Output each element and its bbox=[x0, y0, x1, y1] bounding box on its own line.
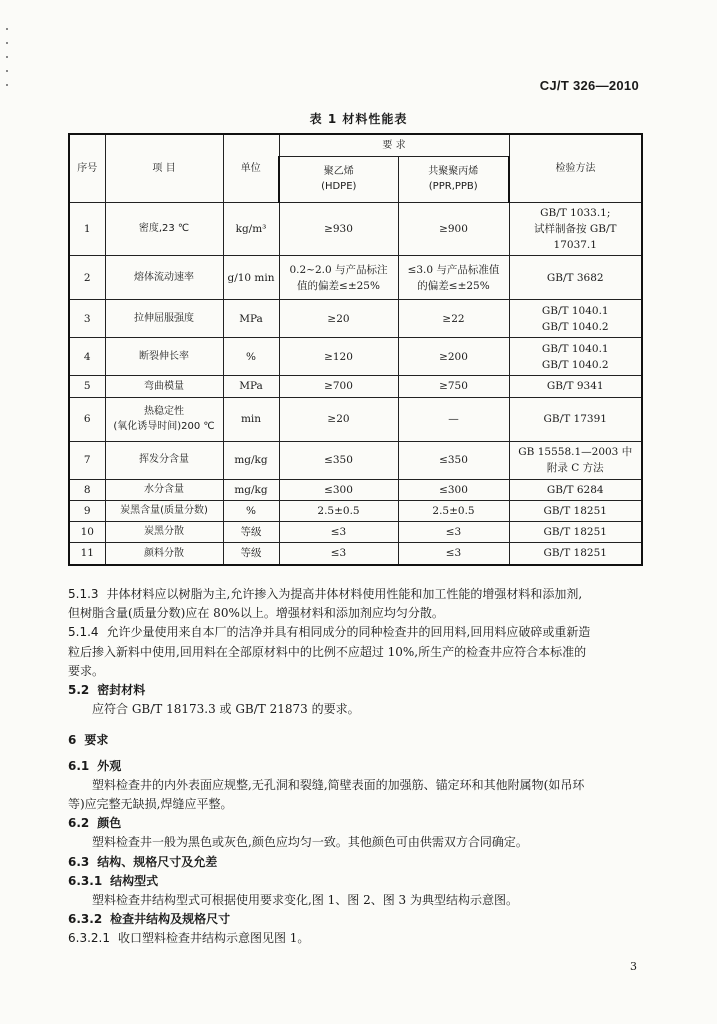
cell-line: GB/T 18251 bbox=[543, 526, 607, 539]
cell-ppr bbox=[398, 300, 509, 338]
cell-unit: kg/m³ bbox=[223, 202, 279, 256]
cell-line: GB/T 1040.2 bbox=[541, 358, 609, 371]
cell-ppr bbox=[398, 500, 509, 521]
section-6-3-heading bbox=[68, 853, 643, 872]
heading-text: 密封材料 bbox=[97, 683, 146, 698]
table-row bbox=[69, 202, 642, 256]
cell-line: 附录 C 方法 bbox=[546, 462, 604, 475]
cell-line: GB/T 1040.1 bbox=[541, 304, 609, 317]
clause-number: 6.3 bbox=[68, 854, 90, 869]
cell-unit: % bbox=[223, 338, 279, 376]
cell-line: ≥20 bbox=[327, 312, 350, 325]
header-ppr-code: (PPR,PPB) bbox=[428, 181, 478, 192]
cell-hdpe bbox=[279, 479, 398, 500]
section-6-3-1-heading bbox=[68, 872, 643, 891]
cell-ppr bbox=[398, 376, 509, 397]
cell-line: 值的偏差≤±25% bbox=[297, 279, 380, 292]
cell-line: 拉伸屈服强度 bbox=[134, 313, 194, 325]
cell-unit: g/10 min bbox=[223, 256, 279, 300]
heading-text: 检查井结构及规格尺寸 bbox=[110, 912, 231, 927]
cell-line: ≤350 bbox=[439, 453, 468, 466]
cell-method bbox=[509, 376, 642, 397]
cell-ppr bbox=[398, 479, 509, 500]
section-6-3-2-heading bbox=[68, 910, 643, 929]
header-item: 项 目 bbox=[105, 134, 223, 202]
header-hdpe-name: 聚乙烯 bbox=[323, 165, 354, 177]
header-method: 检验方法 bbox=[509, 134, 642, 202]
clause-number: 5.2 bbox=[68, 683, 90, 698]
cell-item bbox=[105, 338, 223, 376]
cell-line: 炭黑含量(质量分数) bbox=[120, 505, 208, 517]
cell-hdpe bbox=[279, 338, 398, 376]
cell-hdpe bbox=[279, 500, 398, 521]
cell-ppr bbox=[398, 397, 509, 441]
cell-no: 7 bbox=[69, 441, 105, 479]
cell-ppr bbox=[398, 543, 509, 565]
table-row bbox=[69, 441, 642, 479]
section-6-2-heading bbox=[68, 814, 643, 833]
cell-line: ≤3 bbox=[445, 547, 462, 560]
header-unit: 单位 bbox=[223, 134, 279, 202]
cell-no: 2 bbox=[69, 256, 105, 300]
cell-no: 3 bbox=[69, 300, 105, 338]
cell-line: ≤300 bbox=[324, 483, 353, 496]
cell-method bbox=[509, 300, 642, 338]
cell-unit: min bbox=[223, 397, 279, 441]
clause-number: 6.3.2.1 bbox=[68, 931, 110, 946]
cell-line: ≥750 bbox=[439, 380, 468, 393]
cell-line: ≥120 bbox=[324, 350, 353, 363]
cell-no: 4 bbox=[69, 338, 105, 376]
cell-line: 2.5±0.5 bbox=[317, 504, 360, 517]
cell-hdpe bbox=[279, 543, 398, 565]
heading-text: 颜色 bbox=[97, 816, 122, 831]
section-5-2-heading bbox=[68, 681, 643, 700]
section-6-2-text: 塑料检查井一般为黑色或灰色,颜色应均匀一致。其他颜色可由供需双方合同确定。 bbox=[92, 835, 528, 850]
cell-line: 0.2~2.0 与产品标注 bbox=[289, 263, 388, 276]
heading-text: 结构、规格尺寸及允差 bbox=[97, 854, 218, 869]
table-row bbox=[69, 376, 642, 397]
clause-number: 6.2 bbox=[68, 816, 90, 831]
cell-ppr bbox=[398, 256, 509, 300]
header-hdpe bbox=[279, 156, 398, 202]
cell-line: ≤3 bbox=[445, 526, 462, 539]
cell-unit: % bbox=[223, 500, 279, 521]
section-6-heading bbox=[68, 731, 643, 750]
cell-line: ≥200 bbox=[439, 350, 468, 363]
heading-text: 结构型式 bbox=[110, 873, 159, 888]
scan-edge-marks bbox=[6, 28, 8, 98]
cell-line: — bbox=[448, 412, 459, 425]
cell-item bbox=[105, 543, 223, 565]
header-hdpe-code: (HDPE) bbox=[321, 181, 357, 192]
cell-item bbox=[105, 300, 223, 338]
table-row bbox=[69, 522, 642, 543]
table-row bbox=[69, 338, 642, 376]
cell-line: GB/T 3682 bbox=[546, 271, 604, 284]
clause-number: 6.1 bbox=[68, 758, 90, 773]
table-row bbox=[69, 397, 642, 441]
cell-line: GB/T 1040.1 bbox=[541, 342, 609, 355]
header-requirement: 要 求 bbox=[279, 134, 509, 156]
cell-line: ≤350 bbox=[324, 453, 353, 466]
standard-code: CJ/T 326—2010 bbox=[539, 78, 639, 93]
table-row bbox=[69, 256, 642, 300]
clause-number: 6 bbox=[68, 733, 77, 748]
clause-number: 6.3.2 bbox=[68, 912, 103, 927]
cell-no: 1 bbox=[69, 202, 105, 256]
clause-6-3-2-1 bbox=[68, 929, 643, 948]
cell-hdpe bbox=[279, 441, 398, 479]
cell-item bbox=[105, 202, 223, 256]
cell-line: ≤300 bbox=[439, 483, 468, 496]
cell-unit: MPa bbox=[223, 300, 279, 338]
clause-text: 允许少量使用来自本厂的洁净并具有相同成分的同种检查井的回用料,回用料应破碎或重新造 bbox=[106, 625, 591, 640]
cell-item bbox=[105, 397, 223, 441]
cell-line: GB 15558.1—2003 中 bbox=[518, 445, 633, 458]
clause-5-1-3 bbox=[68, 585, 643, 604]
cell-method bbox=[509, 479, 642, 500]
cell-line: GB/T 1040.2 bbox=[541, 320, 609, 333]
cell-line: 试样制备按 GB/T 17037.1 bbox=[534, 222, 617, 252]
table-row bbox=[69, 300, 642, 338]
header-no: 序号 bbox=[69, 134, 105, 202]
cell-line: ≥22 bbox=[442, 312, 465, 325]
cell-method bbox=[509, 500, 642, 521]
cell-method bbox=[509, 522, 642, 543]
cell-line: 断裂伸长率 bbox=[139, 351, 189, 363]
cell-line: 密度,23 ℃ bbox=[138, 223, 190, 235]
heading-text: 外观 bbox=[97, 758, 122, 773]
clause-5-1-4-cont: 要求。 bbox=[68, 663, 105, 678]
cell-ppr bbox=[398, 441, 509, 479]
cell-line: 水分含量 bbox=[144, 483, 184, 495]
cell-method bbox=[509, 441, 642, 479]
cell-method bbox=[509, 397, 642, 441]
cell-line: ≥900 bbox=[439, 222, 468, 235]
heading-text: 要求 bbox=[84, 733, 109, 748]
cell-method bbox=[509, 338, 642, 376]
clause-text: 收口塑料检查井结构示意图见图 1。 bbox=[117, 931, 310, 946]
cell-no: 9 bbox=[69, 500, 105, 521]
cell-hdpe bbox=[279, 376, 398, 397]
clause-number: 6.3.1 bbox=[68, 873, 103, 888]
cell-method bbox=[509, 543, 642, 565]
cell-line: GB/T 18251 bbox=[543, 504, 607, 517]
material-properties-table bbox=[68, 133, 643, 566]
cell-unit: 等级 bbox=[223, 522, 279, 543]
header-ppr-name: 共聚聚丙烯 bbox=[428, 165, 479, 177]
cell-ppr bbox=[398, 338, 509, 376]
cell-line: 熔体流动速率 bbox=[134, 272, 194, 284]
section-5-2-text: 应符合 GB/T 18173.3 或 GB/T 21873 的要求。 bbox=[92, 702, 360, 717]
cell-line: 2.5±0.5 bbox=[432, 504, 475, 517]
cell-line: ≤3.0 与产品标准值 bbox=[407, 263, 500, 276]
cell-no: 10 bbox=[69, 522, 105, 543]
cell-hdpe bbox=[279, 202, 398, 256]
clause-text: 井体材料应以树脂为主,允许掺入为提高井体材料使用性能和加工性能的增强材料和添加剂, bbox=[106, 587, 583, 601]
cell-item bbox=[105, 522, 223, 543]
cell-item bbox=[105, 500, 223, 521]
cell-unit: MPa bbox=[223, 376, 279, 397]
table-row bbox=[69, 543, 642, 565]
cell-unit: 等级 bbox=[223, 543, 279, 565]
clause-5-1-3-cont: 但树脂含量(质量分数)应在 80%以上。增强材料和添加剂应均匀分散。 bbox=[68, 606, 444, 621]
cell-unit: mg/kg bbox=[223, 479, 279, 500]
table-title: 表 1 材料性能表 bbox=[309, 112, 408, 126]
cell-no: 6 bbox=[69, 397, 105, 441]
cell-item bbox=[105, 376, 223, 397]
table-row bbox=[69, 500, 642, 521]
cell-ppr bbox=[398, 522, 509, 543]
cell-line: ≥20 bbox=[327, 412, 350, 425]
cell-line: ≤3 bbox=[330, 547, 347, 560]
cell-hdpe bbox=[279, 522, 398, 543]
section-6-1-heading bbox=[68, 757, 643, 776]
cell-line: 炭黑分散 bbox=[144, 526, 184, 538]
cell-line: 挥发分含量 bbox=[139, 454, 189, 466]
clause-5-1-4-cont: 粒后掺入新料中使用,回用料在全部原材料中的比例不应超过 10%,所生产的检查井应符合本标准的 bbox=[68, 644, 587, 659]
section-6-1-text-cont: 等)应完整无缺损,焊缝应平整。 bbox=[68, 797, 233, 812]
cell-item bbox=[105, 441, 223, 479]
clause-number: 5.1.4 bbox=[68, 625, 99, 640]
cell-method bbox=[509, 202, 642, 256]
table-body bbox=[69, 202, 642, 565]
clause-number: 5.1.3 bbox=[68, 587, 99, 601]
cell-line: GB/T 9341 bbox=[546, 380, 604, 393]
body-text bbox=[68, 585, 643, 949]
header-ppr bbox=[398, 156, 509, 202]
cell-line: GB/T 18251 bbox=[543, 547, 607, 560]
clause-5-1-4 bbox=[68, 623, 643, 642]
cell-line: ≥700 bbox=[324, 380, 353, 393]
cell-line: GB/T 17391 bbox=[543, 412, 607, 425]
table-row bbox=[69, 479, 642, 500]
cell-method bbox=[509, 256, 642, 300]
cell-no: 8 bbox=[69, 479, 105, 500]
cell-line: 弯曲模量 bbox=[144, 380, 184, 392]
cell-line: GB/T 6284 bbox=[546, 483, 604, 496]
section-6-1-text: 塑料检查井的内外表面应规整,无孔洞和裂缝,简壁表面的加强筋、锚定环和其他附属物(如吊环 bbox=[92, 777, 585, 792]
page-number: 3 bbox=[630, 960, 637, 973]
cell-hdpe bbox=[279, 300, 398, 338]
cell-line: 的偏差≤±25% bbox=[417, 279, 490, 292]
cell-hdpe bbox=[279, 256, 398, 300]
section-6-3-1-text: 塑料检查井结构型式可根据使用要求变化,图 1、图 2、图 3 为典型结构示意图。 bbox=[92, 893, 518, 908]
cell-no: 11 bbox=[69, 543, 105, 565]
cell-line: 颜料分散 bbox=[144, 547, 184, 559]
cell-ppr bbox=[398, 202, 509, 256]
cell-line: ≤3 bbox=[330, 526, 347, 539]
cell-item bbox=[105, 479, 223, 500]
cell-unit: mg/kg bbox=[223, 441, 279, 479]
cell-line: (氧化诱导时间)200 ℃ bbox=[113, 421, 215, 433]
cell-item bbox=[105, 256, 223, 300]
cell-line: 热稳定性 bbox=[144, 405, 184, 417]
cell-line: ≥930 bbox=[324, 222, 353, 235]
cell-hdpe bbox=[279, 397, 398, 441]
cell-line: GB/T 1033.1; bbox=[540, 206, 611, 219]
cell-no: 5 bbox=[69, 376, 105, 397]
